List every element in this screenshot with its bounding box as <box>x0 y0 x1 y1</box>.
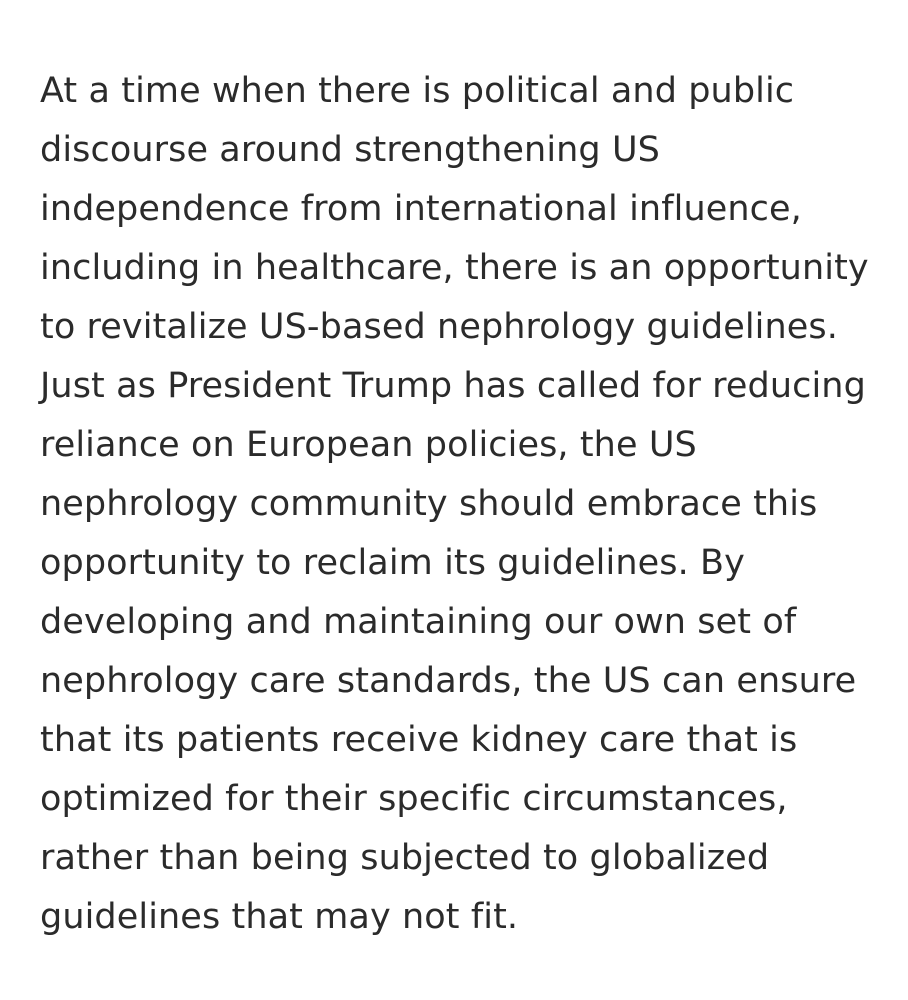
paragraph-line: reliance on European policies, the US <box>40 425 697 465</box>
paragraph-line: nephrology community should embrace this <box>40 484 818 524</box>
paragraph-line: that its patients receive kidney care that is <box>40 720 798 760</box>
paragraph-line: including in healthcare, there is an opportunity <box>40 248 869 288</box>
paragraph-line: developing and maintaining our own set of <box>40 602 797 642</box>
paragraph-line: independence from international influence, <box>40 189 802 229</box>
paragraph-line: opportunity to reclaim its guidelines. By <box>40 543 745 583</box>
paragraph-line: to revitalize US-based nephrology guidelines. <box>40 307 838 347</box>
article-paragraph <box>40 62 908 947</box>
paragraph-line: Just as President Trump has called for reducing <box>40 366 866 406</box>
paragraph-line: discourse around strengthening US <box>40 130 661 170</box>
paragraph-line: optimized for their specific circumstances, <box>40 779 788 819</box>
paragraph-line: nephrology care standards, the US can ensure <box>40 661 857 701</box>
paragraph-line: guidelines that may not fit. <box>40 897 519 937</box>
paragraph-line: At a time when there is political and public <box>40 71 795 111</box>
paragraph-line: rather than being subjected to globalized <box>40 838 770 878</box>
